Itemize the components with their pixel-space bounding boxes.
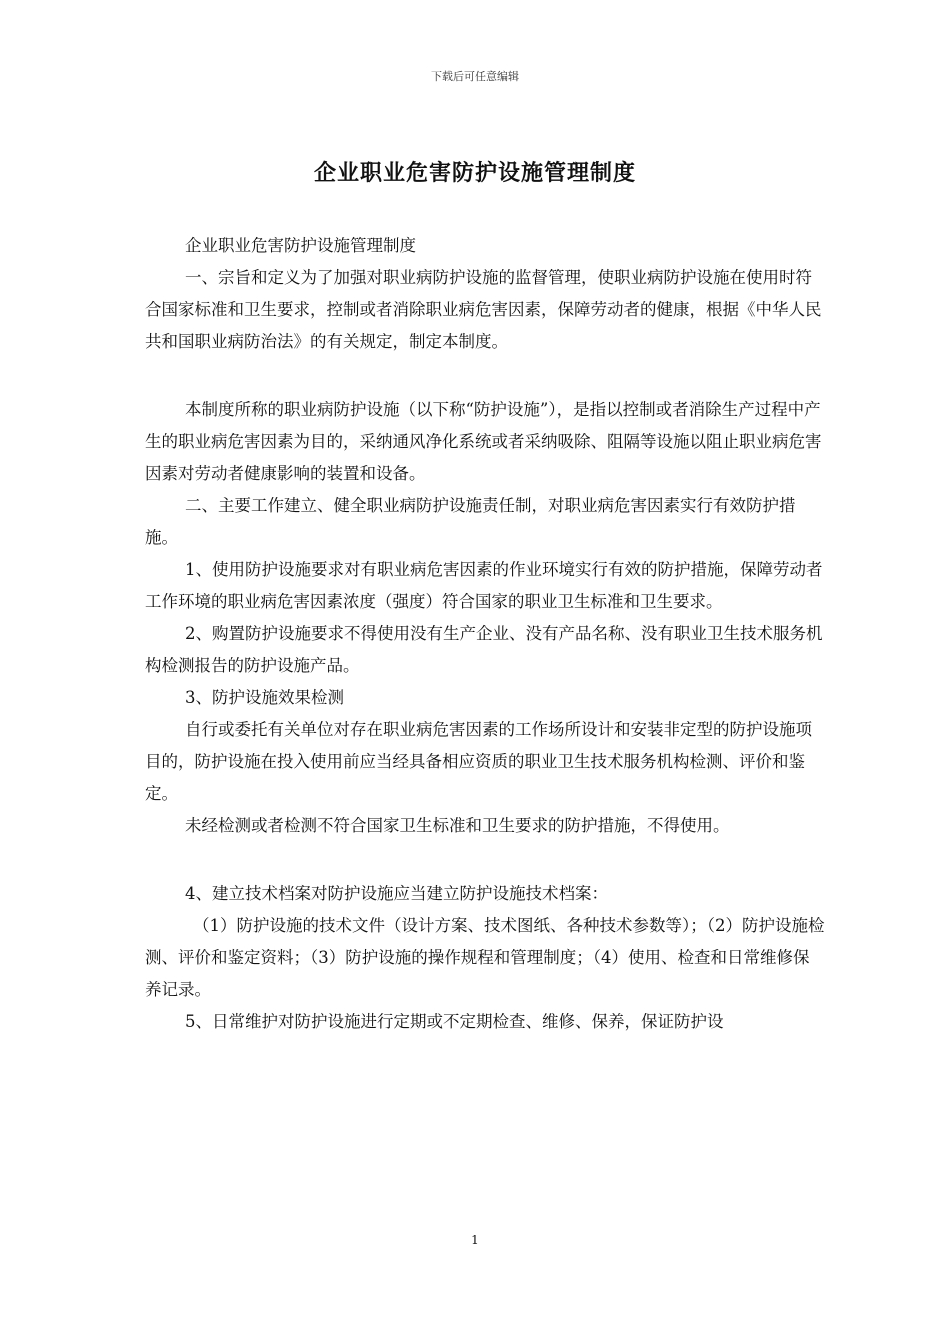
paragraph: 自行或委托有关单位对存在职业病危害因素的工作场所设计和安装非定型的防护设施项目的，防护设施在投入使用前应当经具备相应资质的职业卫生技术服务机构检测、评价和鉴定。	[145, 720, 812, 803]
document-body	[145, 230, 825, 1038]
paragraph: 3、防护设施效果检测	[185, 688, 344, 707]
paragraph: 本制度所称的职业病防护设施（以下称“防护设施”），是指以控制或者消除生产过程中产生的职业病危害因素为目的，采纳通风净化系统或者采纳吸除、阻隔等设施以阻止职业病危害因素对劳动者健康影响的装置和设备。	[145, 400, 822, 483]
paragraph-gap	[145, 842, 825, 878]
paragraph: 4、建立技术档案对防护设施应当建立防护设施技术档案：	[185, 884, 608, 903]
paragraph: 2、购置防护设施要求不得使用没有生产企业、没有产品名称、没有职业卫生技术服务机构检测报告的防护设施产品。	[145, 624, 823, 675]
paragraph-gap	[145, 358, 825, 394]
paragraph: 1、使用防护设施要求对有职业病危害因素的作业环境实行有效的防护措施，保障劳动者工作环境的职业病危害因素浓度（强度）符合国家的职业卫生标准和卫生要求。	[145, 560, 823, 611]
page-number: 1	[471, 1233, 479, 1247]
paragraph: 一、宗旨和定义为了加强对职业病防护设施的监督管理，使职业病防护设施在使用时符合国家标准和卫生要求，控制或者消除职业病危害因素，保障劳动者的健康，根据《中华人民共和国职业病防治法》的有关规定，制定本制度。	[145, 268, 822, 351]
header-note: 下载后可任意编辑	[431, 70, 519, 83]
paragraph: （1）防护设施的技术文件（设计方案、技术图纸、各种技术参数等）；（2）防护设施检测、评价和鉴定资料；（3）防护设施的操作规程和管理制度；（4）使用、检查和日常维修保养记录。	[145, 916, 825, 999]
paragraph: 未经检测或者检测不符合国家卫生标准和卫生要求的防护措施，不得使用。	[185, 816, 730, 835]
document-title: 企业职业危害防护设施管理制度	[313, 160, 636, 186]
paragraph: 企业职业危害防护设施管理制度	[185, 236, 416, 255]
paragraph: 二、主要工作建立、健全职业病防护设施责任制，对职业病危害因素实行有效防护措施。	[145, 496, 796, 547]
paragraph: 5、日常维护对防护设施进行定期或不定期检查、维修、保养，保证防护设	[185, 1012, 724, 1031]
